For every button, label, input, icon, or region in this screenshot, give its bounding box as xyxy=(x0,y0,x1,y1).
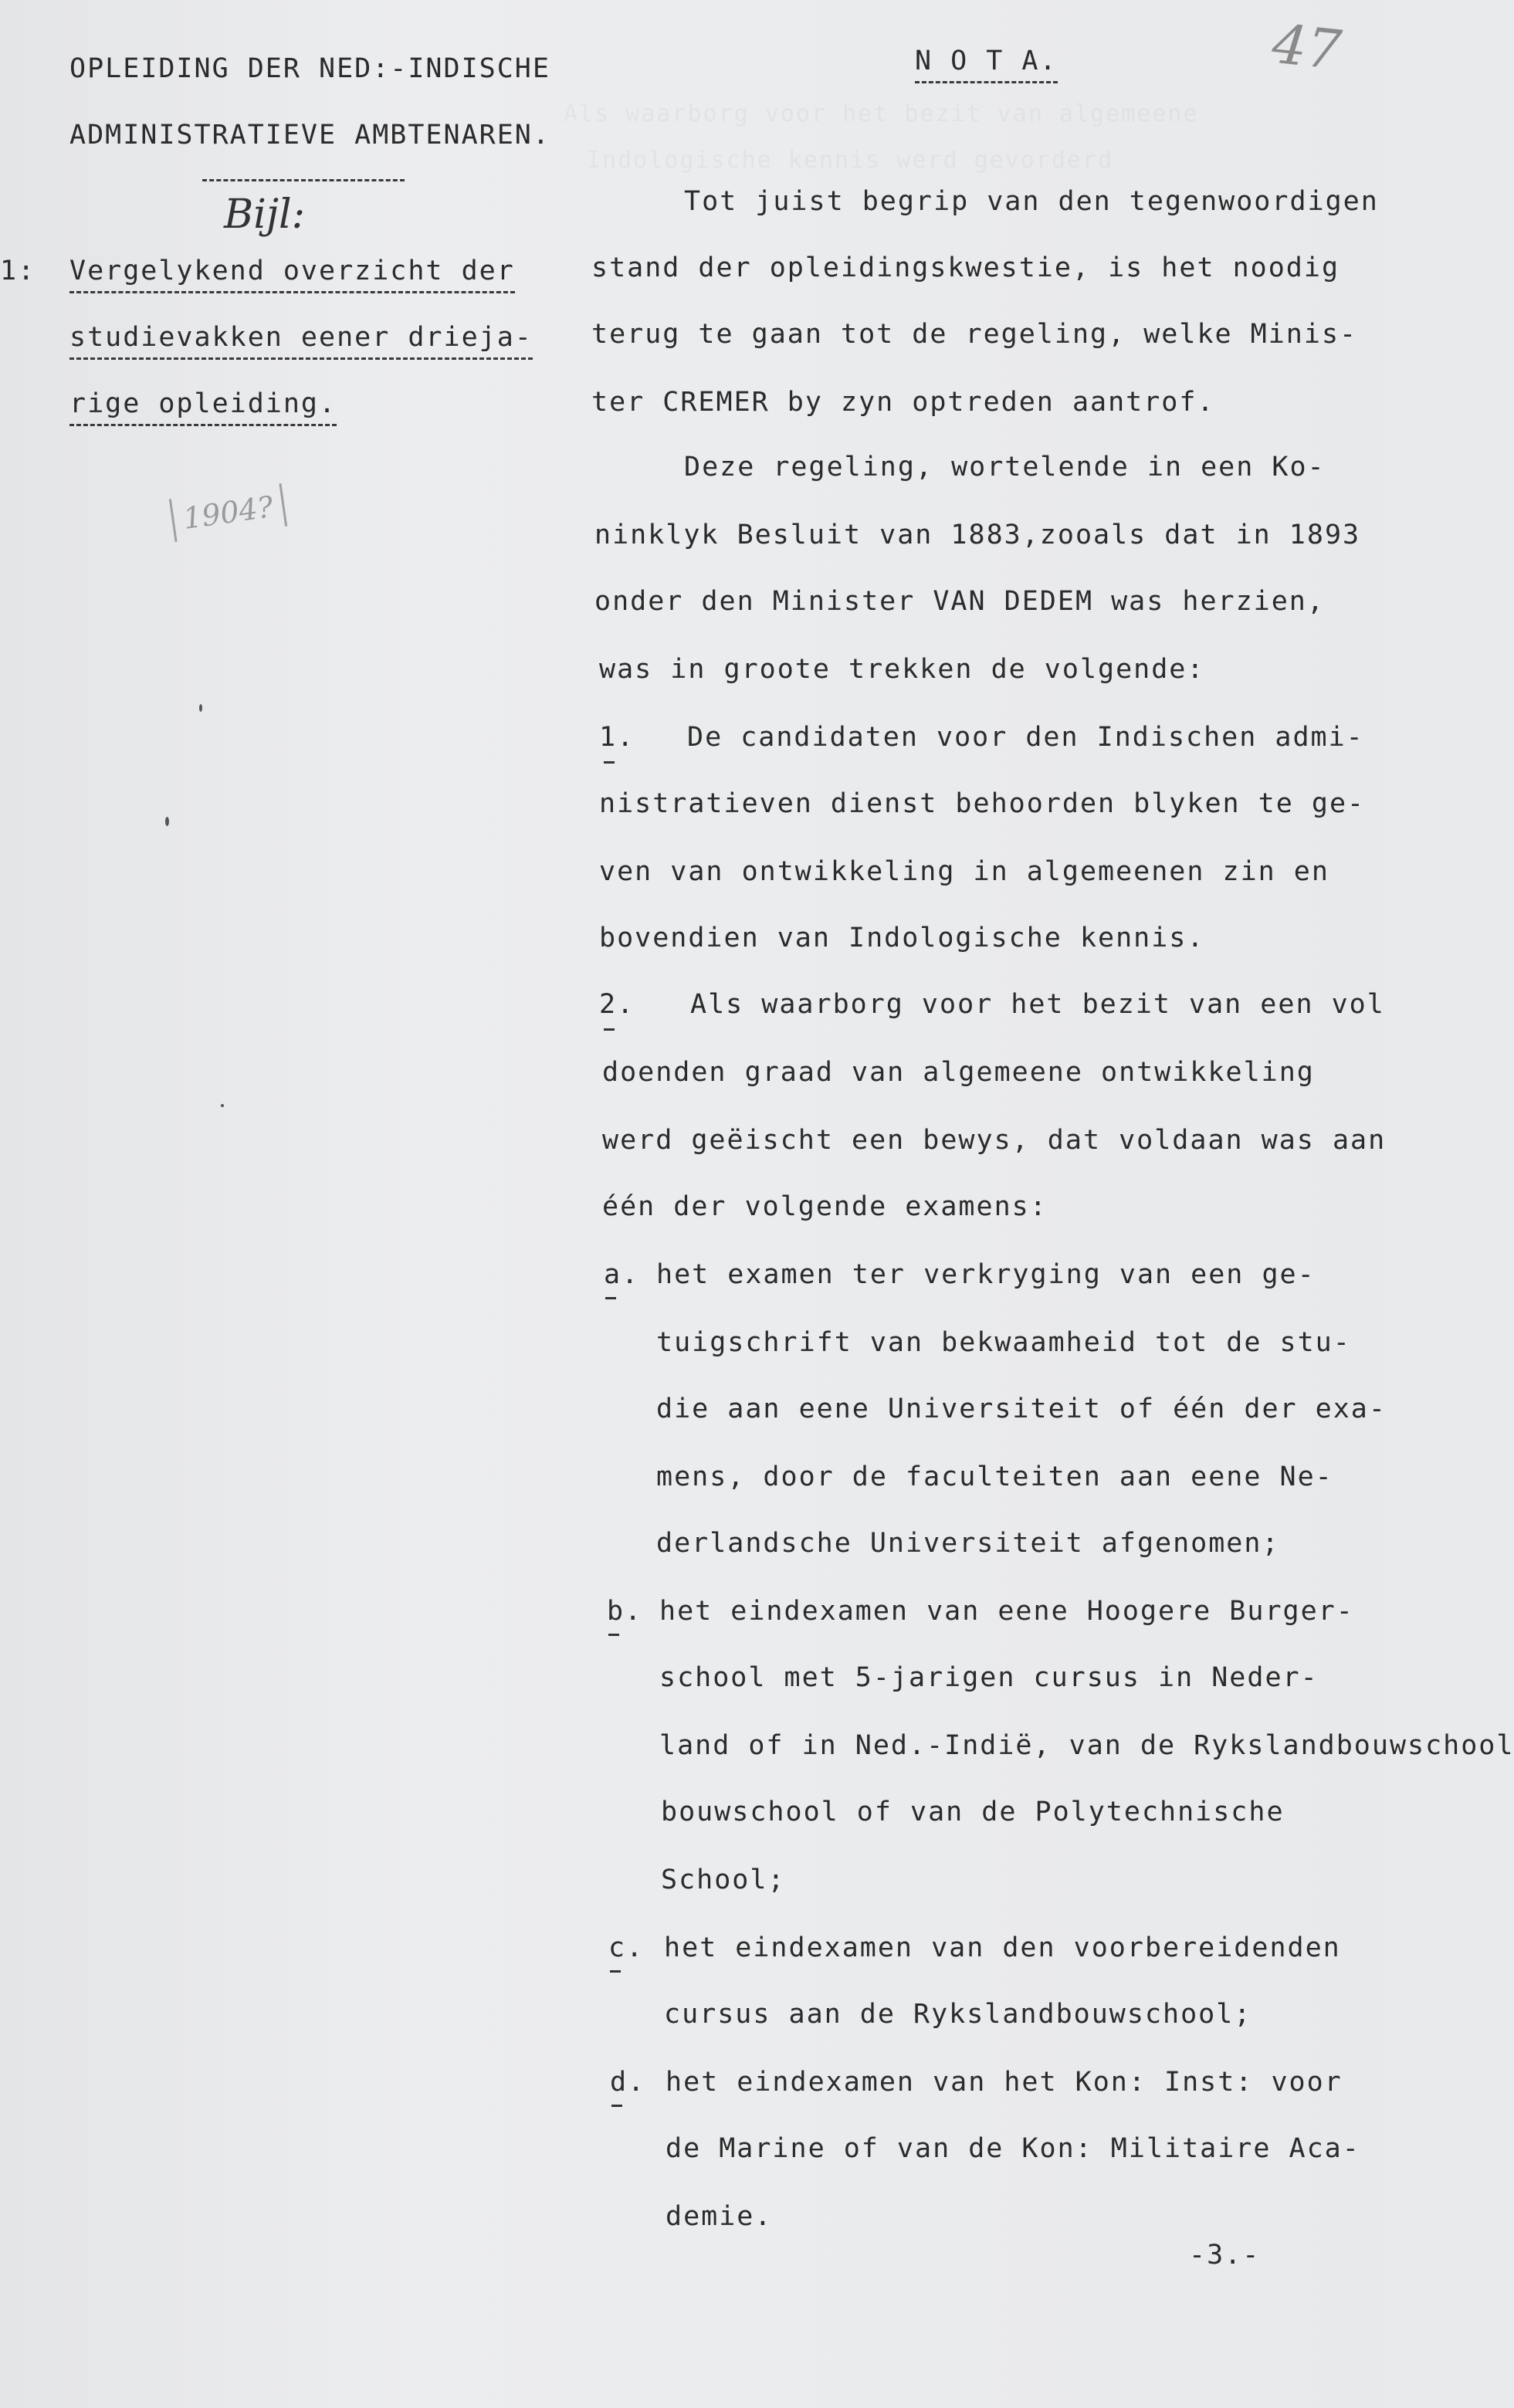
body-line-4: ter CREMER by zyn optreden aantrof. xyxy=(591,387,1215,418)
body-line-21: derlandsche Universiteit afgenomen; xyxy=(656,1528,1280,1559)
body-line-5: Deze regeling, wortelende in een Ko- xyxy=(684,452,1326,483)
list-marker-b: b. xyxy=(607,1596,643,1627)
list-marker-2: 2. xyxy=(599,989,635,1020)
body-line-18: tuigschrift van bekwaamheid tot de stu- xyxy=(656,1327,1351,1358)
bleed-through-text: Als waarborg voor het bezit van algemeene xyxy=(564,100,1199,127)
body-line-11: ven van ontwikkeling in algemeenen zin en xyxy=(599,856,1329,887)
bijlage-number: 1: xyxy=(0,256,36,286)
marker-underline xyxy=(604,761,615,764)
list-marker-1: 1. xyxy=(599,722,635,753)
body-line-24: land of in Ned.-Indië, van de Rykslandbouwschool xyxy=(659,1730,1514,1761)
body-line-15: werd geëischt een bewys, dat voldaan was aan xyxy=(602,1125,1387,1156)
ink-speck xyxy=(165,817,169,826)
marker-underline xyxy=(608,1634,619,1636)
ink-speck xyxy=(199,704,202,712)
marker-underline xyxy=(610,1970,621,1973)
list-marker-c: c. xyxy=(608,1932,645,1963)
body-line-29: het eindexamen van het Kon: Inst: voor xyxy=(666,2067,1343,2098)
body-line-12: bovendien van Indologische kennis. xyxy=(599,923,1205,953)
folio-number: 47 xyxy=(1268,12,1345,83)
year-annotation: 1904? xyxy=(169,483,287,542)
bleed-through-text: Indologische kennis werd gevorderd xyxy=(587,147,1114,174)
body-line-16: één der volgende examens: xyxy=(602,1191,1048,1222)
body-line-20: mens, door de faculteiten aan eene Ne- xyxy=(656,1461,1333,1492)
list-marker-d: d. xyxy=(610,2067,646,2098)
body-line-19: die aan eene Universiteit of één der exa- xyxy=(656,1394,1387,1424)
body-line-17: het examen ter verkryging van een ge- xyxy=(656,1259,1316,1290)
bijlage-line-3: rige opleiding. xyxy=(69,391,337,426)
body-line-13: Als waarborg voor het bezit van een vol xyxy=(690,989,1385,1020)
institution-line-1: OPLEIDING DER NED:-INDISCHE xyxy=(69,53,550,84)
body-line-7: onder den Minister VAN DEDEM was herzien, xyxy=(594,586,1325,617)
marker-underline xyxy=(604,1028,615,1031)
page-catchword: -3.- xyxy=(1189,2240,1261,2271)
body-line-22: het eindexamen van eene Hoogere Burger- xyxy=(659,1596,1354,1627)
body-line-26: School; xyxy=(661,1864,786,1895)
marker-underline xyxy=(611,2105,622,2107)
body-line-14: doenden graad van algemeene ontwikkeling xyxy=(602,1057,1315,1088)
body-line-6: ninklyk Besluit van 1883,zooals dat in 1893 xyxy=(594,520,1361,550)
body-line-2: stand der opleidingskwestie, is het noodig xyxy=(591,252,1340,283)
list-marker-a: a. xyxy=(604,1259,640,1290)
body-line-9: De candidaten voor den Indischen admi- xyxy=(687,722,1364,753)
document-title: N O T A. xyxy=(915,48,1058,83)
body-line-31: demie. xyxy=(666,2201,773,2232)
bijlage-line-1: Vergelykend overzicht der xyxy=(69,258,515,293)
body-line-23: school met 5-jarigen cursus in Neder- xyxy=(659,1662,1319,1693)
body-line-27: het eindexamen van den voorbereidenden xyxy=(664,1932,1341,1963)
body-line-1: Tot juist begrip van den tegenwoordigen xyxy=(684,186,1379,217)
bijlage-label: Bijl: xyxy=(224,191,306,238)
body-line-3: terug te gaan tot de regeling, welke Minis- xyxy=(591,319,1358,350)
body-line-28: cursus aan de Rykslandbouwschool; xyxy=(664,1999,1252,2030)
marker-underline xyxy=(605,1297,616,1299)
ink-speck xyxy=(221,1104,224,1107)
bijlage-line-2: studievakken eener drieja- xyxy=(69,324,533,360)
body-line-30: de Marine of van de Kon: Militaire Aca- xyxy=(666,2133,1360,2164)
institution-line-2: ADMINISTRATIEVE AMBTENAREN. xyxy=(69,120,550,151)
body-line-10: nistratieven dienst behoorden blyken te ge- xyxy=(599,788,1366,819)
body-line-25: bouwschool of van de Polytechnische xyxy=(661,1797,1285,1827)
header-divider xyxy=(202,179,405,181)
body-line-8: was in groote trekken de volgende: xyxy=(599,654,1205,685)
